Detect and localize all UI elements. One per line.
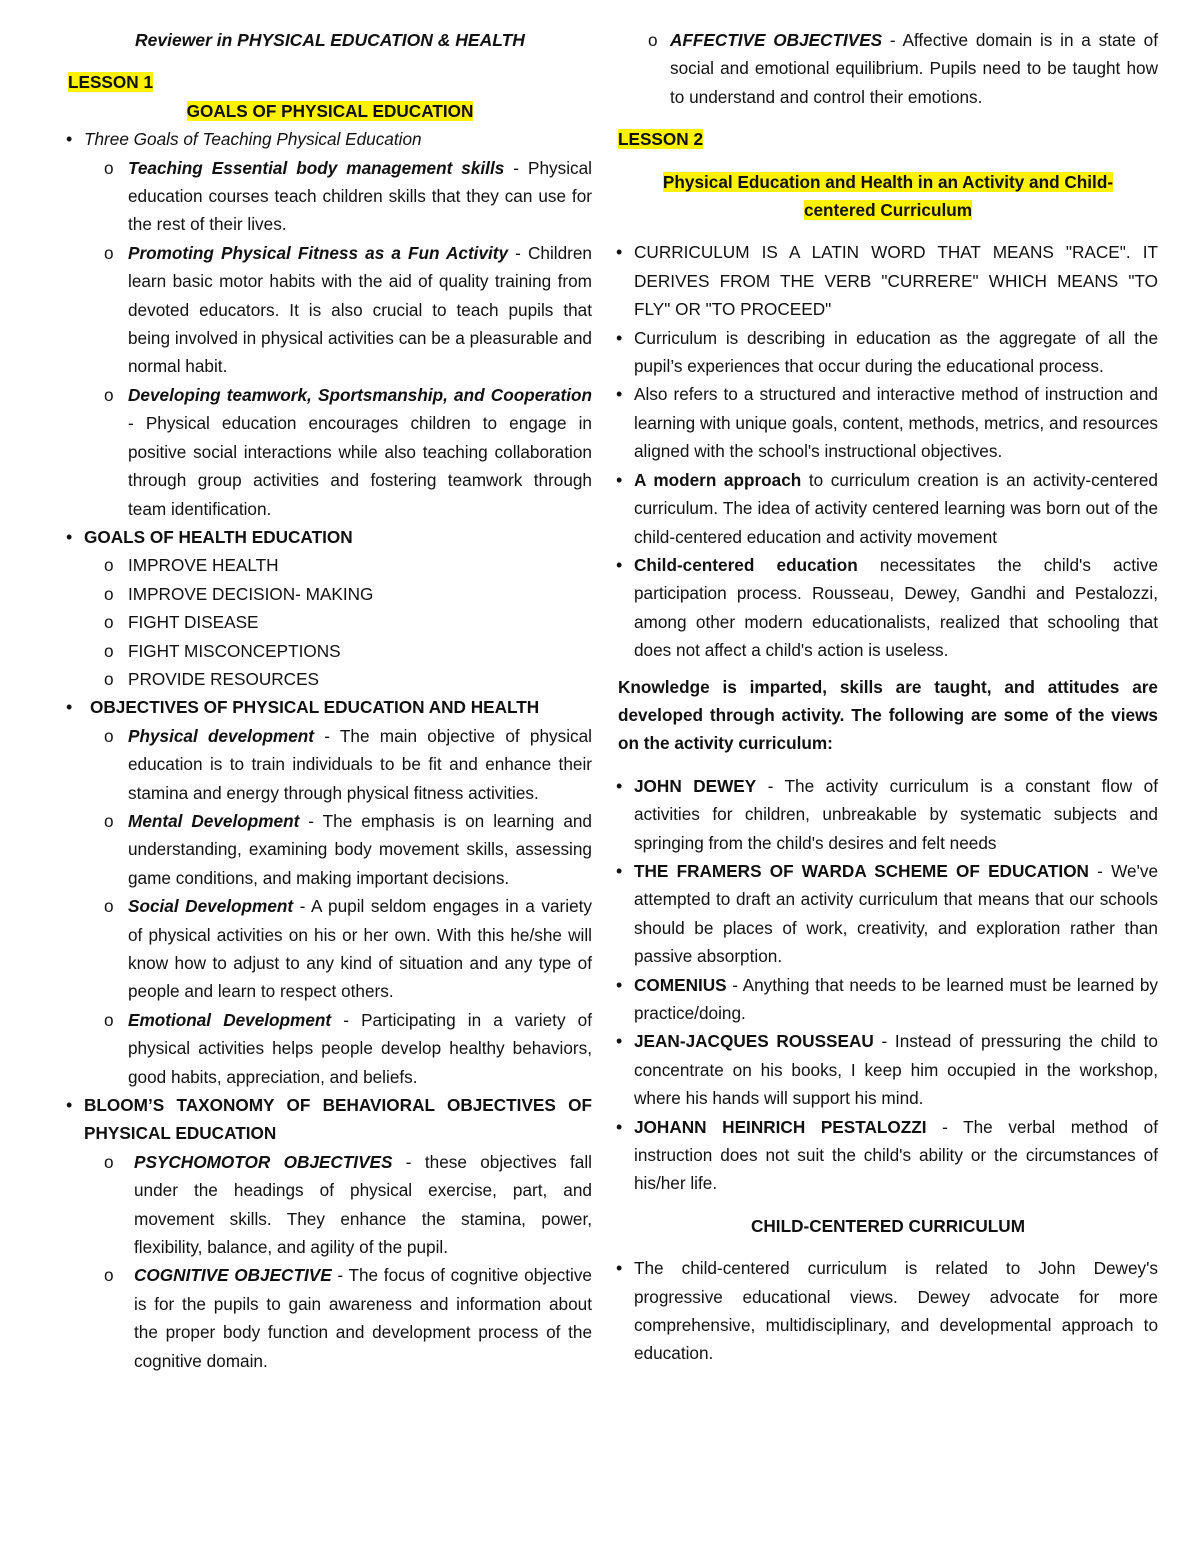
health-goal: o FIGHT DISEASE (104, 612, 259, 633)
three-goals-item (68, 125, 592, 523)
bloom-objective: o COGNITIVE OBJECTIVE - The focus of cognitive objective is for the pupils to gain awareness and information about the proper body function and development process of the cognitive domain. (104, 1265, 592, 1371)
affective-list (618, 26, 1158, 111)
curriculum-point: • Curriculum is describing in education as the aggregate of all the pupil’s experiences that occur during the educational process. (618, 324, 1158, 381)
document-title: Reviewer in PHYSICAL EDUCATION & HEALTH (135, 30, 525, 50)
views-list (618, 772, 1158, 1198)
three-goals-heading: Three Goals of Teaching Physical Education (84, 129, 422, 150)
view-item: • COMENIUS - Anything that needs to be learned must be learned by practice/doing. (618, 971, 1158, 1028)
goal-item: o Developing teamwork, Sportsmanship, and Cooperation - Physical education encourages children to engage in positive social interactions while also teaching collaboration through group activities and fostering teamwork through team identification. (104, 384, 592, 519)
right-column (618, 26, 1158, 1368)
curriculum-point: • A modern approach to curriculum creation is an activity-centered curriculum. The idea of activity centered learning was born out of the child-centered education and activity movement (618, 466, 1158, 551)
view-item: • JOHN DEWEY - The activity curriculum is a constant flow of activities for children, unbreakable by systematic subjects and springing from the child's desires and felt needs (618, 772, 1158, 857)
bloom-item (68, 1091, 592, 1375)
child-centered-list (618, 1254, 1158, 1368)
child-centered-point: • The child-centered curriculum is related to John Dewey's progressive educational views. Dewey advocate for more comprehensive, multidisciplinary, and developmental approach to education. (618, 1254, 1158, 1368)
objectives-heading: OBJECTIVES OF PHYSICAL EDUCATION AND HEALTH (90, 697, 540, 718)
curriculum-point: • Also refers to a structured and interactive method of instruction and learning with unique goals, content, methods, metrics, and resources aligned with the school's instructional objectives. (618, 380, 1158, 465)
lesson-2-label: LESSON 2 (618, 129, 704, 150)
left-column (68, 26, 592, 1375)
bloom-objective: o PSYCHOMOTOR OBJECTIVES - these objectives fall under the headings of physical exercise, part, and movement skills. They enhance the stamina, power, flexibility, balance, and agility of the pupil. (104, 1151, 592, 1258)
curriculum-point: • Child-centered education necessitates the child's active participation process. Rousseau, Dewey, Gandhi and Pestalozzi, among other modern educationalists, realized that schooling that does not affect a child's action is useless. (618, 551, 1158, 665)
health-goal: o PROVIDE RESOURCES (104, 668, 320, 689)
lesson-1-title: GOALS OF PHYSICAL EDUCATION (186, 100, 474, 121)
goal-item: o Teaching Essential body management skills - Physical education courses teach children skills that they can use for the rest of their lives. (104, 157, 592, 235)
lesson-1-label: LESSON 1 (68, 72, 154, 93)
curriculum-point: • CURRICULUM IS A LATIN WORD THAT MEANS "RACE". IT DERIVES FROM THE VERB "CURRERE" WHICH MEANS "TO FLY" OR "TO PROCEED" (618, 238, 1158, 323)
view-item: • JOHANN HEINRICH PESTALOZZI - The verbal method of instruction does not suit the child's ability or the circumstances of his/her life. (618, 1113, 1158, 1198)
knowledge-paragraph: Knowledge is imparted, skills are taught, and attitudes are developed through activity. The following are some of the views on the activity curriculum: (618, 676, 1158, 754)
objective-item: o Mental Development - The emphasis is on learning and understanding, examining body movement skills, assessing game conditions, and making important decisions. (104, 810, 592, 888)
objectives-item (68, 693, 592, 1091)
lesson-2-title: Physical Education and Health in an Activity and Child- centered Curriculum (662, 171, 1114, 221)
objective-item: o Emotional Development - Participating in a variety of physical activities helps people develop healthy behaviors, good habits, appreciation, and beliefs. (104, 1009, 592, 1087)
goals-list (68, 125, 592, 1375)
child-centered-heading: CHILD-CENTERED CURRICULUM (750, 1215, 1026, 1236)
health-heading: GOALS OF HEALTH EDUCATION (84, 526, 353, 547)
affective-objective: o AFFECTIVE OBJECTIVES - Affective domain is in a state of social and emotional equilibrium. Pupils need to be taught how to understand and control their emotions. (648, 30, 1158, 107)
health-goals-item (68, 523, 592, 693)
goal-item: o Promoting Physical Fitness as a Fun Activity - Children learn basic motor habits with the aid of quality training from devoted educators. It is also crucial to teach pupils that being involved in physical activities can be a pleasurable and normal habit. (104, 242, 592, 377)
curriculum-list (618, 238, 1158, 664)
objective-item: o Physical development - The main objective of physical education is to train individuals to be fit and enhance their stamina and energy through physical fitness activities. (104, 725, 592, 803)
health-goal: o FIGHT MISCONCEPTIONS (104, 640, 341, 661)
view-item: • JEAN-JACQUES ROUSSEAU - Instead of pressuring the child to concentrate on his books, I keep him occupied in the workshop, where his hands will support his mind. (618, 1027, 1158, 1112)
health-goal: o IMPROVE DECISION- MAKING (104, 583, 374, 604)
view-item: • THE FRAMERS OF WARDA SCHEME OF EDUCATION - We've attempted to draft an activity curriculum that means that our schools should be places of work, creativity, and exploration rather than passive absorption. (618, 857, 1158, 971)
objective-item: o Social Development - A pupil seldom engages in a variety of physical activities on his or her own. With this he/she will know how to adjust to any kind of situation and any type of people and learn to respect others. (104, 896, 592, 1002)
health-goal: o IMPROVE HEALTH (104, 555, 279, 576)
bloom-heading: BLOOM’S TAXONOMY OF BEHAVIORAL OBJECTIVES OF PHYSICAL EDUCATION (84, 1095, 592, 1144)
